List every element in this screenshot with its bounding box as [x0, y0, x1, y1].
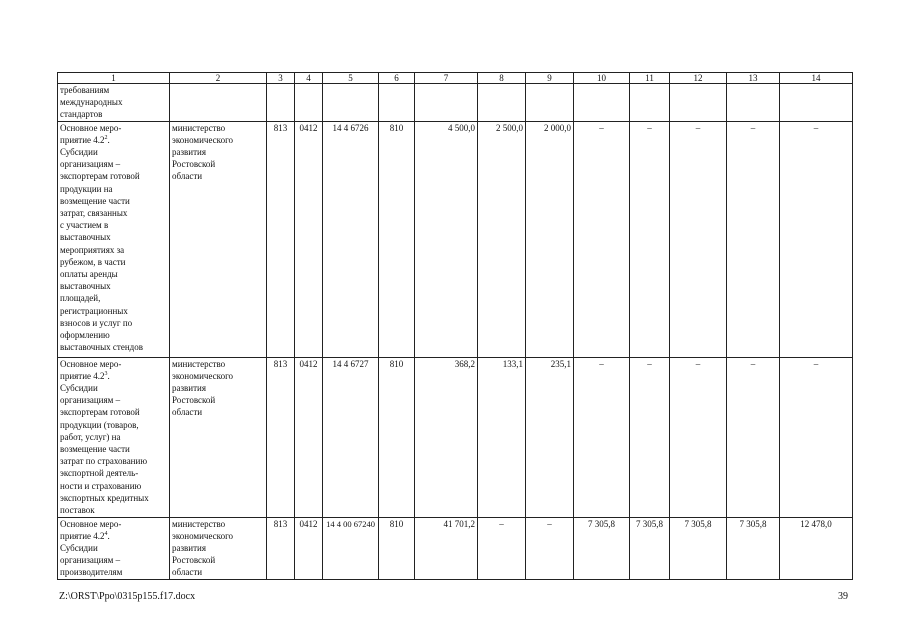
amount-year-4: 7 305,8: [630, 517, 670, 579]
target-article-code: 14 4 6727: [323, 357, 379, 517]
amount-year-5: –: [670, 121, 727, 357]
amount-year-6: 7 305,8: [727, 517, 780, 579]
amount-year-6: –: [727, 357, 780, 517]
amount-year-7: –: [780, 357, 853, 517]
col-header-4: 4: [295, 73, 323, 84]
section-code: 0412: [295, 357, 323, 517]
col-header-9: 9: [526, 73, 574, 84]
table-row: [58, 121, 853, 357]
file-path: Z:\ORST\Ppo\0315p155.f17.docx: [59, 591, 196, 602]
col-header-8: 8: [478, 73, 526, 84]
grbs-code: 813: [267, 517, 295, 579]
responsible-organization: министерство экономического развития Ростовской области: [170, 517, 267, 579]
amount-year-3: –: [574, 121, 630, 357]
expense-type-code: 810: [379, 517, 415, 579]
amount-year-2: 2 000,0: [526, 121, 574, 357]
col-header-3: 3: [267, 73, 295, 84]
amount-year-4: –: [630, 121, 670, 357]
col-header-14: 14: [780, 73, 853, 84]
activity-description: Основное меро- приятие $4.2^4$. Субсидии организациям – производителям: [58, 517, 170, 579]
col-header-1: 1: [58, 73, 170, 84]
footnote-marker: 3: [104, 370, 108, 377]
amount-year-3: –: [574, 357, 630, 517]
table-row-continuation: [58, 84, 853, 122]
responsible-organization: министерство экономического развития Ростовской области: [170, 357, 267, 517]
grbs-code: 813: [267, 357, 295, 517]
total-amount: 368,2: [415, 357, 478, 517]
amount-year-1: 133,1: [478, 357, 526, 517]
amount-year-6: –: [727, 121, 780, 357]
col-header-7: 7: [415, 73, 478, 84]
col-header-13: 13: [727, 73, 780, 84]
col-header-12: 12: [670, 73, 727, 84]
amount-year-5: 7 305,8: [670, 517, 727, 579]
col-header-6: 6: [379, 73, 415, 84]
col-header-2: 2: [170, 73, 267, 84]
table-row: [58, 517, 853, 579]
expense-type-code: 810: [379, 357, 415, 517]
amount-year-4: –: [630, 357, 670, 517]
amount-year-1: –: [478, 517, 526, 579]
col-header-11: 11: [630, 73, 670, 84]
target-article-code: 14 4 00 67240: [323, 517, 379, 579]
section-code: 0412: [295, 121, 323, 357]
amount-year-7: 12 478,0: [780, 517, 853, 579]
grbs-code: 813: [267, 121, 295, 357]
total-amount: 4 500,0: [415, 121, 478, 357]
activity-description: Основное меро- приятие $4.2^2$. Субсидии организациям – экспортерам готовой продукции на возмещение части затрат, связанных с участием в выставочных мероприятиях за рубежом, в части оплаты аренды выставочных площадей, регистрационных взносов и услуг по оформлению выставочных стендов: [58, 121, 170, 357]
footnote-marker: 2: [104, 134, 108, 141]
col-header-5: 5: [323, 73, 379, 84]
col-header-10: 10: [574, 73, 630, 84]
amount-year-3: 7 305,8: [574, 517, 630, 579]
activity-description: требованиям международных стандартов: [58, 84, 170, 122]
activity-description: Основное меро- приятие $4.2^3$. Субсидии организациям – экспортерам готовой продукции (товаров, работ, услуг) на возмещение части затрат по страхованию экспортной деятель- ности и страхованию экспортных кредитных поставок: [58, 357, 170, 517]
budget-table: [57, 72, 853, 580]
section-code: 0412: [295, 517, 323, 579]
footnote-marker: 4: [104, 530, 108, 537]
expense-type-code: 810: [379, 121, 415, 357]
amount-year-2: 235,1: [526, 357, 574, 517]
amount-year-5: –: [670, 357, 727, 517]
table-row: [58, 357, 853, 517]
amount-year-7: –: [780, 121, 853, 357]
amount-year-2: –: [526, 517, 574, 579]
amount-year-1: 2 500,0: [478, 121, 526, 357]
page-number: 39: [838, 591, 848, 602]
target-article-code: 14 4 6726: [323, 121, 379, 357]
total-amount: 41 701,2: [415, 517, 478, 579]
header-row: [58, 73, 853, 84]
responsible-organization: министерство экономического развития Ростовской области: [170, 121, 267, 357]
